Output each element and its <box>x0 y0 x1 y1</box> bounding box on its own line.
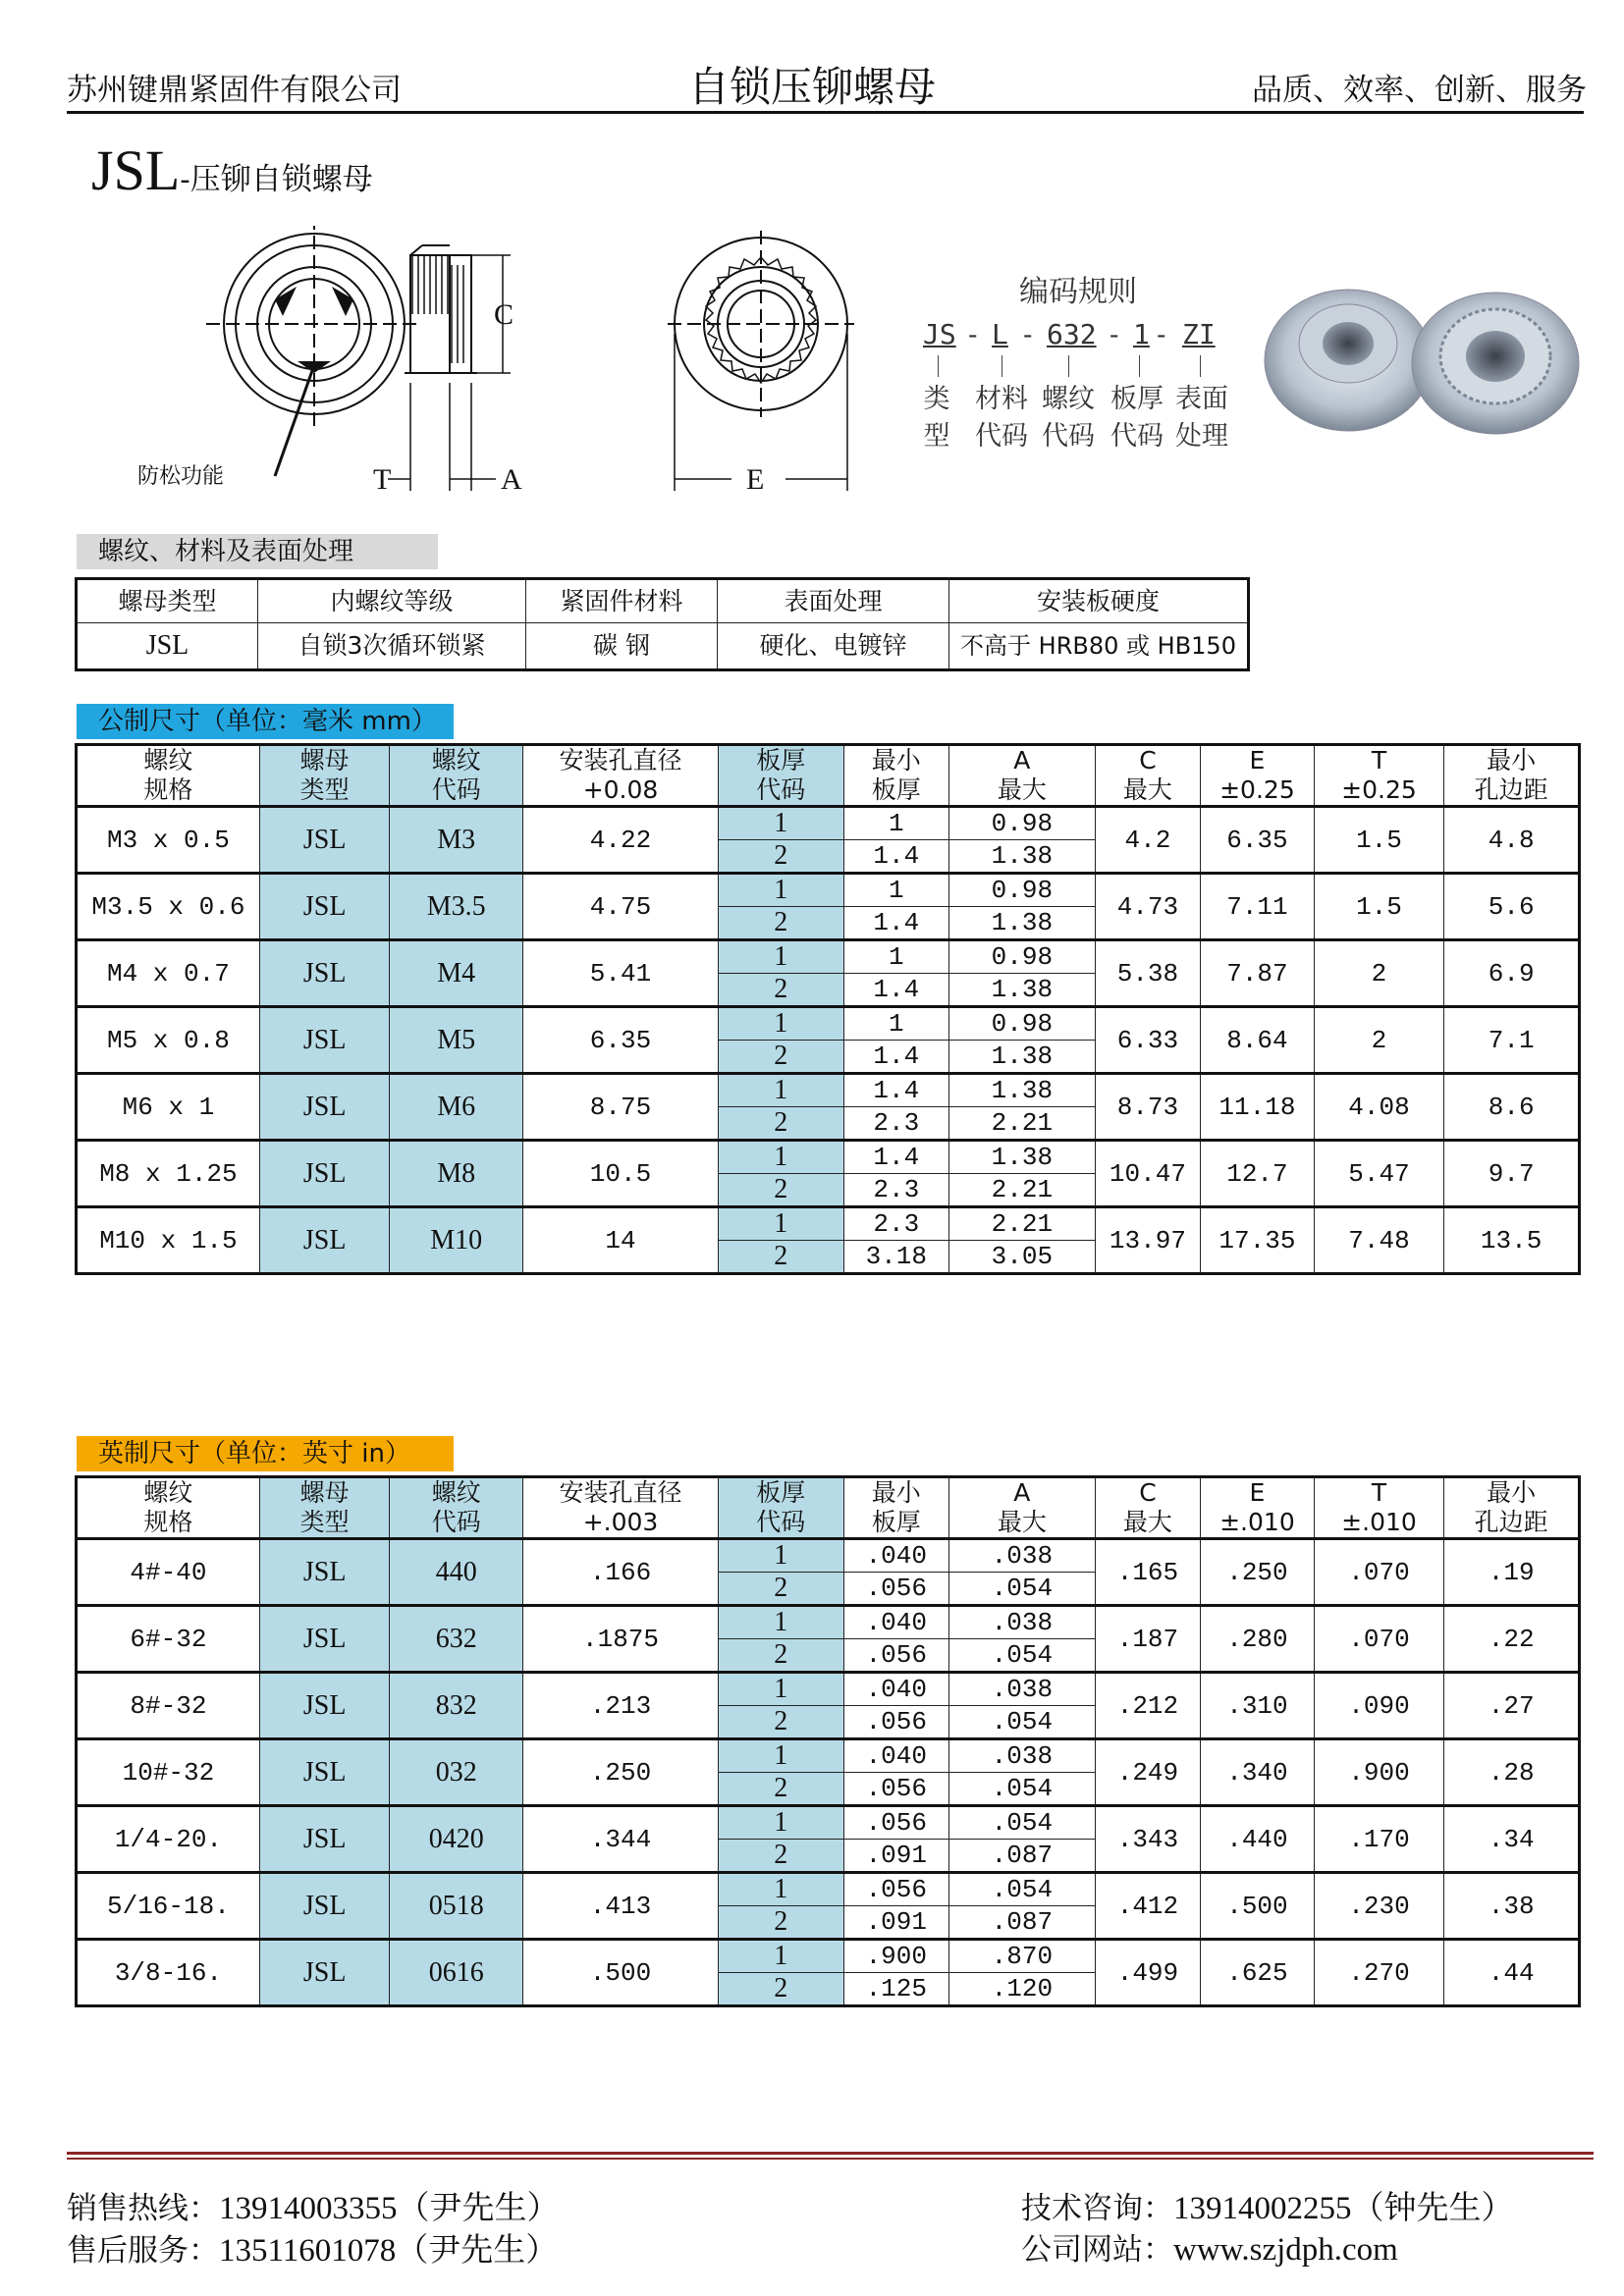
e-cell: 8.64 <box>1201 1007 1315 1074</box>
a-max-cell: .038 <box>949 1673 1096 1706</box>
hole-diameter-cell: 4.75 <box>523 874 719 940</box>
nut-type-cell: JSL <box>259 1007 390 1074</box>
dims-header-row <box>77 1477 1580 1539</box>
min-thickness-cell: 1.4 <box>843 840 948 874</box>
edge-distance-cell: 6.9 <box>1444 940 1580 1007</box>
material-header-row <box>77 579 1249 623</box>
code-part-thickness: 1 <box>1133 318 1150 350</box>
min-thickness-cell: 1.4 <box>843 1074 948 1107</box>
code-tick <box>1200 355 1201 377</box>
e-cell: .500 <box>1201 1873 1315 1940</box>
nut-type-cell: JSL <box>259 1606 390 1673</box>
t-cell: 1.5 <box>1314 874 1444 940</box>
side-view-drawing <box>405 245 477 373</box>
min-thickness-cell: .056 <box>843 1873 948 1906</box>
c-max-cell: .343 <box>1095 1806 1200 1873</box>
min-thickness-cell: 1 <box>843 874 948 907</box>
hole-diameter-cell: 4.22 <box>523 807 719 874</box>
thickness-code-cell: 1 <box>718 1207 843 1241</box>
min-thickness-cell: .040 <box>843 1673 948 1706</box>
edge-distance-cell: 9.7 <box>1444 1141 1580 1207</box>
min-thickness-cell: .056 <box>843 1573 948 1606</box>
min-thickness-cell: 1.4 <box>843 1041 948 1074</box>
thickness-code-cell: 1 <box>718 1606 843 1639</box>
thickness-code-cell: 1 <box>718 874 843 907</box>
a-max-cell: .870 <box>949 1940 1096 1973</box>
c-max-cell: 8.73 <box>1095 1074 1200 1141</box>
dims-header-cell: T ±.010 <box>1314 1477 1444 1539</box>
min-thickness-cell: 2.3 <box>843 1107 948 1141</box>
hole-diameter-cell: 10.5 <box>523 1141 719 1207</box>
thread-code-cell: M8 <box>390 1141 523 1207</box>
dims-header-cell: 最小 板厚 <box>843 1477 948 1539</box>
company-name: 苏州键鼎紧固件有限公司 <box>67 73 402 108</box>
thickness-code-cell: 2 <box>718 1639 843 1673</box>
code-tick <box>1001 355 1002 377</box>
e-cell: .440 <box>1201 1806 1315 1873</box>
tech-consult: 技术咨询：13914002255（钟先生） <box>1021 2191 1514 2226</box>
c-max-cell: .212 <box>1095 1673 1200 1739</box>
c-max-cell: .412 <box>1095 1873 1200 1940</box>
imperial-table <box>75 1475 1581 2007</box>
dims-row <box>77 874 1580 907</box>
thickness-code-cell: 1 <box>718 1940 843 1973</box>
a-max-cell: 3.05 <box>949 1241 1096 1274</box>
dims-header-row <box>77 745 1580 807</box>
dims-header-cell: 螺母 类型 <box>259 745 390 807</box>
dim-c-label: C <box>494 298 514 331</box>
dim-a-label: A <box>501 463 522 496</box>
e-cell: 7.87 <box>1201 940 1315 1007</box>
nut-type-cell: JSL <box>259 1673 390 1739</box>
thickness-code-cell: 1 <box>718 1539 843 1573</box>
dims-header-cell: 最小 孔边距 <box>1444 1477 1580 1539</box>
nut-type-cell: JSL <box>259 1207 390 1274</box>
thickness-code-cell: 2 <box>718 1107 843 1141</box>
thread-code-cell: M3.5 <box>390 874 523 940</box>
material-header-cell: 螺母类型 <box>77 579 258 623</box>
thread-code-cell: 440 <box>390 1539 523 1606</box>
dims-header-cell: 安装孔直径 +.003 <box>523 1477 719 1539</box>
thickness-code-cell: 1 <box>718 1673 843 1706</box>
dims-row <box>77 1207 1580 1241</box>
dims-row <box>77 1606 1580 1639</box>
a-max-cell: .038 <box>949 1739 1096 1773</box>
material-header-cell: 内螺纹等级 <box>258 579 526 623</box>
t-cell: .230 <box>1314 1873 1444 1940</box>
dims-header-cell: 板厚 代码 <box>718 1477 843 1539</box>
thread-spec-cell: M8 x 1.25 <box>77 1141 260 1207</box>
thickness-code-cell: 2 <box>718 1241 843 1274</box>
company-website[interactable]: 公司网站：www.szjdph.com <box>1021 2232 1398 2268</box>
edge-distance-cell: .38 <box>1444 1873 1580 1940</box>
min-thickness-cell: 1.4 <box>843 1141 948 1174</box>
nut-type-cell: JSL <box>259 940 390 1007</box>
e-cell: 17.35 <box>1201 1207 1315 1274</box>
e-cell: .310 <box>1201 1673 1315 1739</box>
min-thickness-cell: .056 <box>843 1639 948 1673</box>
footer-divider <box>67 2152 1594 2155</box>
e-cell: 6.35 <box>1201 807 1315 874</box>
thread-code-cell: 832 <box>390 1673 523 1739</box>
material-header-cell: 紧固件材料 <box>526 579 718 623</box>
a-max-cell: .054 <box>949 1639 1096 1673</box>
nut-type-cell: JSL <box>259 807 390 874</box>
dims-header-cell: A 最大 <box>949 745 1096 807</box>
nut-type-cell: JSL <box>259 1739 390 1806</box>
thickness-code-cell: 1 <box>718 1739 843 1773</box>
c-max-cell: 4.73 <box>1095 874 1200 940</box>
sales-hotline: 销售热线：13914003355（尹先生） <box>67 2191 560 2226</box>
thread-spec-cell: M10 x 1.5 <box>77 1207 260 1274</box>
thread-spec-cell: M5 x 0.8 <box>77 1007 260 1074</box>
thread-spec-cell: 1/4-20. <box>77 1806 260 1873</box>
dims-row <box>77 940 1580 974</box>
c-max-cell: .499 <box>1095 1940 1200 2006</box>
thread-code-cell: 0616 <box>390 1940 523 2006</box>
a-max-cell: .054 <box>949 1806 1096 1840</box>
edge-distance-cell: 7.1 <box>1444 1007 1580 1074</box>
product-title <box>91 137 373 203</box>
code-label-material: 材料 代码 <box>975 384 1028 452</box>
t-cell: 7.48 <box>1314 1207 1444 1274</box>
product-code: JSL <box>91 138 181 202</box>
dims-header-cell: A 最大 <box>949 1477 1096 1539</box>
thread-code-cell: M5 <box>390 1007 523 1074</box>
company-slogan: 品质、效率、创新、服务 <box>1252 73 1587 108</box>
a-max-cell: .054 <box>949 1773 1096 1806</box>
hole-diameter-cell: .500 <box>523 1940 719 2006</box>
min-thickness-cell: 1.4 <box>843 974 948 1007</box>
c-max-cell: .165 <box>1095 1539 1200 1606</box>
dim-e-label: E <box>746 463 765 496</box>
t-cell: 1.5 <box>1314 807 1444 874</box>
c-max-cell: 13.97 <box>1095 1207 1200 1274</box>
edge-distance-cell: 13.5 <box>1444 1207 1580 1274</box>
thread-code-cell: 032 <box>390 1739 523 1806</box>
code-label-thickness: 板厚 代码 <box>1110 384 1164 452</box>
dims-header-cell: 螺纹 代码 <box>390 1477 523 1539</box>
edge-distance-cell: 8.6 <box>1444 1074 1580 1141</box>
code-label-finish: 表面 处理 <box>1175 384 1228 452</box>
thickness-code-cell: 2 <box>718 1973 843 2006</box>
hole-diameter-cell: 14 <box>523 1207 719 1274</box>
min-thickness-cell: 3.18 <box>843 1241 948 1274</box>
edge-distance-cell: .34 <box>1444 1806 1580 1873</box>
page-title: 自锁压铆螺母 <box>687 63 936 111</box>
thickness-code-cell: 1 <box>718 1007 843 1041</box>
a-max-cell: 0.98 <box>949 1007 1096 1041</box>
thickness-code-cell: 2 <box>718 1906 843 1940</box>
nut-type-cell: JSL <box>259 1539 390 1606</box>
code-tick <box>1068 355 1069 377</box>
technical-drawing <box>118 226 874 501</box>
hole-diameter-cell: 6.35 <box>523 1007 719 1074</box>
a-max-cell: .087 <box>949 1906 1096 1940</box>
a-max-cell: 1.38 <box>949 1141 1096 1174</box>
nut-type-cell: JSL <box>259 1940 390 2006</box>
thread-spec-cell: M6 x 1 <box>77 1074 260 1141</box>
t-cell: .070 <box>1314 1539 1444 1606</box>
thickness-code-cell: 2 <box>718 1706 843 1739</box>
thread-spec-cell: 10#-32 <box>77 1739 260 1806</box>
min-thickness-cell: .040 <box>843 1606 948 1639</box>
min-thickness-cell: .056 <box>843 1806 948 1840</box>
code-tick <box>1139 355 1140 377</box>
metric-table <box>75 743 1581 1275</box>
edge-distance-cell: .27 <box>1444 1673 1580 1739</box>
thread-code-cell: M6 <box>390 1074 523 1141</box>
code-dash: - <box>968 318 978 350</box>
e-cell: .280 <box>1201 1606 1315 1673</box>
thread-spec-cell: 6#-32 <box>77 1606 260 1673</box>
dims-header-cell: 螺纹 规格 <box>77 745 260 807</box>
a-max-cell: 1.38 <box>949 974 1096 1007</box>
lock-function-label: 防松功能 <box>137 464 225 489</box>
nut-type-cell: JSL <box>259 1074 390 1141</box>
top-view-drawing <box>206 226 422 432</box>
thread-spec-cell: 4#-40 <box>77 1539 260 1606</box>
dims-header-cell: E ±0.25 <box>1201 745 1315 807</box>
thickness-code-cell: 1 <box>718 1873 843 1906</box>
dim-t-label: T <box>373 463 392 496</box>
c-max-cell: 6.33 <box>1095 1007 1200 1074</box>
dims-header-cell: C 最大 <box>1095 745 1200 807</box>
a-max-cell: 1.38 <box>949 907 1096 940</box>
metric-section-tab: 公制尺寸（单位：毫米 mm） <box>77 704 454 739</box>
edge-distance-cell: .44 <box>1444 1940 1580 2006</box>
a-max-cell: 1.38 <box>949 1041 1096 1074</box>
a-max-cell: 1.38 <box>949 1074 1096 1107</box>
min-thickness-cell: 1 <box>843 940 948 974</box>
min-thickness-cell: 1 <box>843 1007 948 1041</box>
a-max-cell: 2.21 <box>949 1174 1096 1207</box>
t-cell: 5.47 <box>1314 1141 1444 1207</box>
edge-distance-cell: .22 <box>1444 1606 1580 1673</box>
material-section-tab: 螺纹、材料及表面处理 <box>77 534 438 569</box>
a-max-cell: .054 <box>949 1873 1096 1906</box>
dims-header-cell: E ±.010 <box>1201 1477 1315 1539</box>
e-cell: .625 <box>1201 1940 1315 2006</box>
edge-distance-cell: .19 <box>1444 1539 1580 1606</box>
product-photo <box>1255 270 1589 452</box>
t-cell: 4.08 <box>1314 1074 1444 1141</box>
material-header-cell: 表面处理 <box>718 579 949 623</box>
dims-header-cell: 安装孔直径 +0.08 <box>523 745 719 807</box>
thread-code-cell: 632 <box>390 1606 523 1673</box>
material-table <box>75 577 1250 671</box>
min-thickness-cell: .091 <box>843 1840 948 1873</box>
thickness-code-cell: 1 <box>718 1074 843 1107</box>
c-max-cell: 4.2 <box>1095 807 1200 874</box>
lock-leader-line <box>275 365 314 476</box>
hole-diameter-cell: .1875 <box>523 1606 719 1673</box>
code-tick <box>938 355 939 377</box>
material-cell-finish: 硬化、电镀锌 <box>718 623 949 670</box>
t-cell: 2 <box>1314 1007 1444 1074</box>
a-max-cell: .120 <box>949 1973 1096 2006</box>
min-thickness-cell: .040 <box>843 1739 948 1773</box>
e-cell: 11.18 <box>1201 1074 1315 1141</box>
thickness-code-cell: 2 <box>718 1174 843 1207</box>
dims-header-cell: T ±0.25 <box>1314 745 1444 807</box>
dims-header-cell: C 最大 <box>1095 1477 1200 1539</box>
material-cell-thread: 自锁3次循环锁紧 <box>258 623 526 670</box>
thread-spec-cell: 5/16-18. <box>77 1873 260 1940</box>
nut-type-cell: JSL <box>259 874 390 940</box>
dims-row <box>77 1539 1580 1573</box>
code-part-finish: ZI <box>1182 318 1216 350</box>
thickness-code-cell: 2 <box>718 1573 843 1606</box>
a-max-cell: .054 <box>949 1573 1096 1606</box>
dims-row <box>77 1141 1580 1174</box>
dims-row <box>77 1739 1580 1773</box>
code-label-thread: 螺纹 代码 <box>1042 384 1095 452</box>
c-max-cell: .187 <box>1095 1606 1200 1673</box>
material-cell-material: 碳 钢 <box>526 623 718 670</box>
thickness-code-cell: 2 <box>718 907 843 940</box>
t-cell: .090 <box>1314 1673 1444 1739</box>
dims-row <box>77 1940 1580 1973</box>
dims-header-cell: 板厚 代码 <box>718 745 843 807</box>
a-max-cell: .038 <box>949 1606 1096 1639</box>
thickness-code-cell: 1 <box>718 1141 843 1174</box>
hole-diameter-cell: .166 <box>523 1539 719 1606</box>
min-thickness-cell: .056 <box>843 1773 948 1806</box>
c-max-cell: .249 <box>1095 1739 1200 1806</box>
thread-code-cell: M3 <box>390 807 523 874</box>
a-max-cell: 0.98 <box>949 874 1096 907</box>
imperial-section-tab: 英制尺寸（单位：英寸 in） <box>77 1436 454 1471</box>
t-cell: .170 <box>1314 1806 1444 1873</box>
nut-type-cell: JSL <box>259 1141 390 1207</box>
min-thickness-cell: .040 <box>843 1539 948 1573</box>
hole-diameter-cell: .250 <box>523 1739 719 1806</box>
a-max-cell: .054 <box>949 1706 1096 1739</box>
t-cell: .900 <box>1314 1739 1444 1806</box>
material-data-row <box>77 623 1249 670</box>
code-part-type: JS <box>923 318 956 350</box>
thread-spec-cell: M3 x 0.5 <box>77 807 260 874</box>
dims-row <box>77 1074 1580 1107</box>
thickness-code-cell: 1 <box>718 1806 843 1840</box>
min-thickness-cell: 1.4 <box>843 907 948 940</box>
code-dash: - <box>1110 318 1119 350</box>
thread-code-cell: 0518 <box>390 1873 523 1940</box>
dims-header-cell: 螺纹 规格 <box>77 1477 260 1539</box>
dims-row <box>77 1806 1580 1840</box>
code-dash: - <box>1157 318 1166 350</box>
dims-row <box>77 1873 1580 1906</box>
material-cell-type: JSL <box>77 623 258 670</box>
e-cell: .250 <box>1201 1539 1315 1606</box>
a-max-cell: 0.98 <box>949 807 1096 840</box>
encoding-title: 编码规则 <box>1019 275 1137 309</box>
material-header-cell: 安装板硬度 <box>949 579 1249 623</box>
min-thickness-cell: .091 <box>843 1906 948 1940</box>
t-cell: .070 <box>1314 1606 1444 1673</box>
a-max-cell: 2.21 <box>949 1207 1096 1241</box>
code-label-type: 类 型 <box>923 384 950 452</box>
nut-type-cell: JSL <box>259 1806 390 1873</box>
hole-diameter-cell: .213 <box>523 1673 719 1739</box>
thickness-code-cell: 2 <box>718 1840 843 1873</box>
min-thickness-cell: .056 <box>843 1706 948 1739</box>
edge-distance-cell: 4.8 <box>1444 807 1580 874</box>
footer-divider <box>67 2158 1594 2160</box>
code-dash: - <box>1023 318 1033 350</box>
min-thickness-cell: 2.3 <box>843 1207 948 1241</box>
material-cell-hardness: 不高于 HRB80 或 HB150 <box>949 623 1249 670</box>
a-max-cell: 2.21 <box>949 1107 1096 1141</box>
thread-spec-cell: M3.5 x 0.6 <box>77 874 260 940</box>
after-sales-service: 售后服务：13511601078（尹先生） <box>67 2233 559 2269</box>
min-thickness-cell: 1 <box>843 807 948 840</box>
min-thickness-cell: .125 <box>843 1973 948 2006</box>
e-cell: 12.7 <box>1201 1141 1315 1207</box>
dims-header-cell: 最小 孔边距 <box>1444 745 1580 807</box>
e-cell: 7.11 <box>1201 874 1315 940</box>
thread-code-cell: M4 <box>390 940 523 1007</box>
edge-distance-cell: 5.6 <box>1444 874 1580 940</box>
thread-code-cell: M10 <box>390 1207 523 1274</box>
min-thickness-cell: 2.3 <box>843 1174 948 1207</box>
e-cell: .340 <box>1201 1739 1315 1806</box>
thread-spec-cell: 8#-32 <box>77 1673 260 1739</box>
nut-type-cell: JSL <box>259 1873 390 1940</box>
c-max-cell: 10.47 <box>1095 1141 1200 1207</box>
dims-header-cell: 螺纹 代码 <box>390 745 523 807</box>
thickness-code-cell: 2 <box>718 840 843 874</box>
thickness-code-cell: 2 <box>718 1041 843 1074</box>
thread-code-cell: 0420 <box>390 1806 523 1873</box>
front-view-drawing <box>668 231 854 417</box>
min-thickness-cell: .900 <box>843 1940 948 1973</box>
hole-diameter-cell: .344 <box>523 1806 719 1873</box>
edge-distance-cell: .28 <box>1444 1739 1580 1806</box>
code-part-thread: 632 <box>1047 318 1097 350</box>
dims-row <box>77 1673 1580 1706</box>
a-max-cell: .087 <box>949 1840 1096 1873</box>
dims-header-cell: 螺母 类型 <box>259 1477 390 1539</box>
t-cell: .270 <box>1314 1940 1444 2006</box>
hole-diameter-cell: 5.41 <box>523 940 719 1007</box>
thread-spec-cell: 3/8-16. <box>77 1940 260 2006</box>
dims-row <box>77 1007 1580 1041</box>
header-divider <box>67 111 1584 114</box>
hole-diameter-cell: .413 <box>523 1873 719 1940</box>
t-cell: 2 <box>1314 940 1444 1007</box>
a-max-cell: .038 <box>949 1539 1096 1573</box>
thread-spec-cell: M4 x 0.7 <box>77 940 260 1007</box>
thickness-code-cell: 1 <box>718 807 843 840</box>
a-max-cell: 1.38 <box>949 840 1096 874</box>
a-max-cell: 0.98 <box>949 940 1096 974</box>
thickness-code-cell: 2 <box>718 1773 843 1806</box>
code-part-material: L <box>992 318 1008 350</box>
dims-row <box>77 807 1580 840</box>
c-max-cell: 5.38 <box>1095 940 1200 1007</box>
thickness-code-cell: 2 <box>718 974 843 1007</box>
dims-header-cell: 最小 板厚 <box>843 745 948 807</box>
product-name: -压铆自锁螺母 <box>180 162 373 197</box>
hole-diameter-cell: 8.75 <box>523 1074 719 1141</box>
thickness-code-cell: 1 <box>718 940 843 974</box>
